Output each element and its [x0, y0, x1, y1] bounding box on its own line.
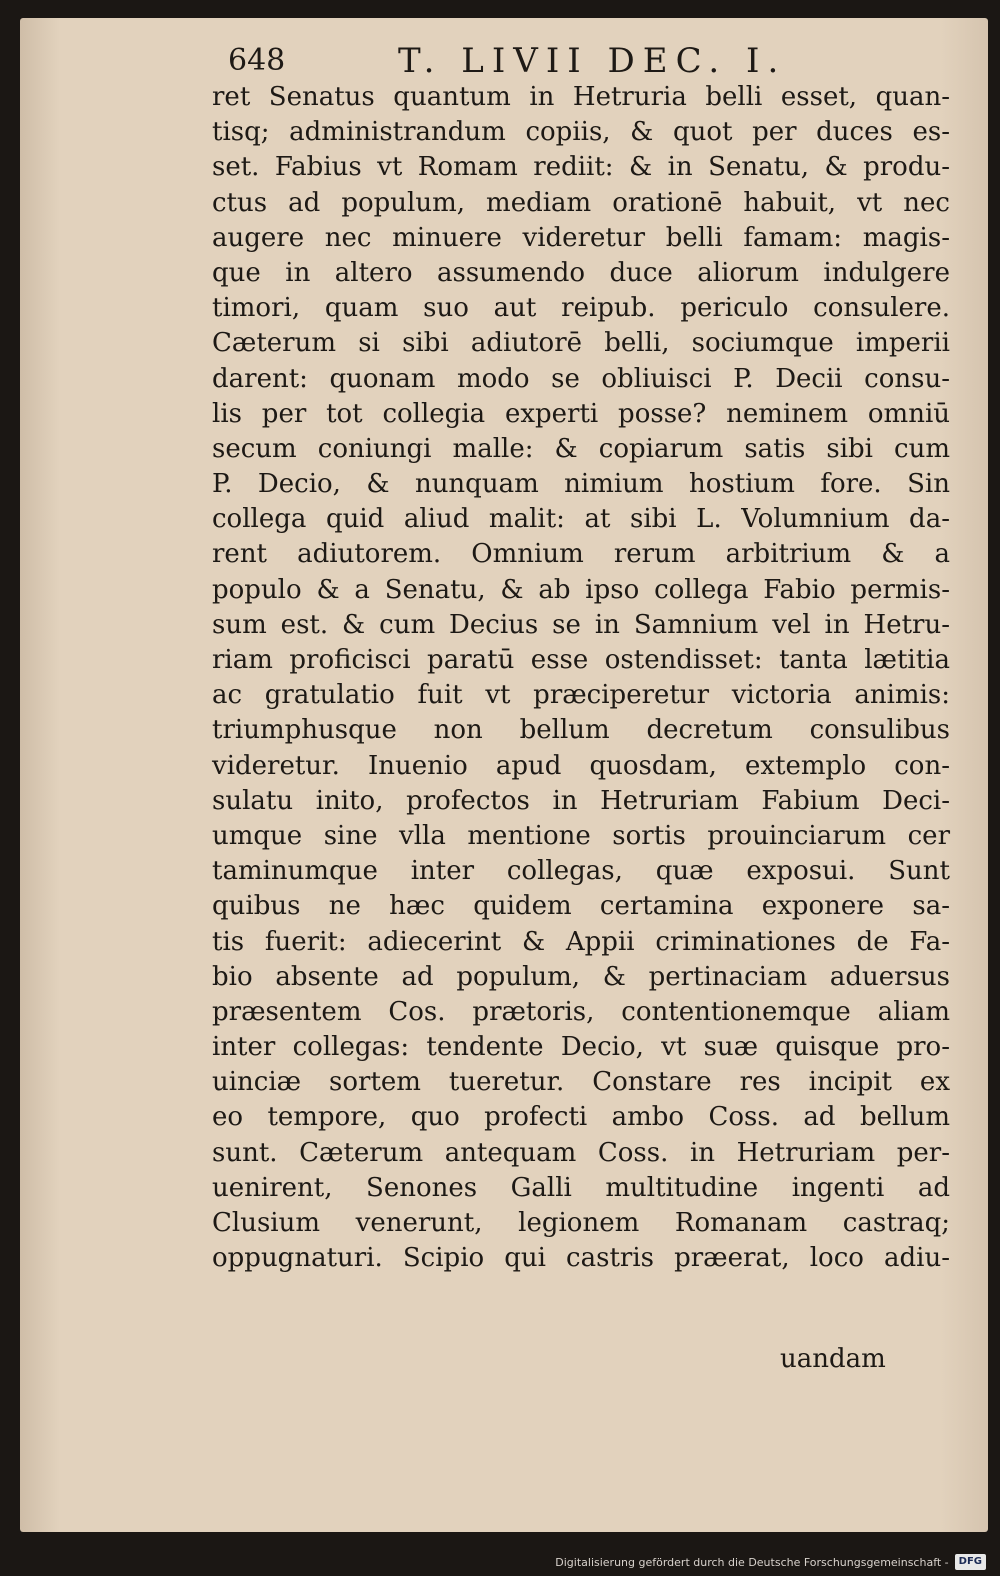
text-line: lis per tot collegia experti posse? neminem omniū	[212, 398, 950, 429]
text-line: oppugnaturi. Scipio qui castris præerat, loco adiu-	[212, 1243, 950, 1274]
text-line: quibus ne hæc quidem certamina exponere sa-	[212, 891, 950, 922]
text-line: bio absente ad populum, & pertinaciam aduersus	[212, 961, 950, 992]
body-text	[212, 80, 950, 1276]
text-line: tis fuerit: adiecerint & Appii criminationes de Fa-	[212, 926, 950, 957]
text-line: P. Decio, & nunquam nimium hostium fore. Sin	[212, 469, 950, 500]
text-line: ret Senatus quantum in Hetruria belli esset, quan-	[212, 82, 950, 112]
text-line: set. Fabius vt Romam rediit: & in Senatu, & produ-	[212, 152, 950, 183]
text-line: tisq; administrandum copiis, & quot per duces es-	[212, 117, 950, 148]
text-line: uenirent, Senones Galli multitudine ingenti ad	[212, 1172, 950, 1203]
text-line: inter collegas: tendente Decio, vt suæ quisque pro-	[212, 1032, 950, 1063]
text-line: secum coniungi malle: & copiarum satis sibi cum	[212, 433, 950, 464]
text-line: videretur. Inuenio apud quosdam, extemplo con-	[212, 750, 950, 781]
text-line: rent adiutorem. Omnium rerum arbitrium & a	[212, 539, 950, 570]
text-line: populo & a Senatu, & ab ipso collega Fabio permis-	[212, 574, 950, 605]
text-line: sum est. & cum Decius se in Samnium vel in Hetru-	[212, 609, 950, 640]
text-line: triumphusque non bellum decretum consulibus	[212, 715, 950, 746]
text-line: sulatu inito, profectos in Hetruriam Fabium Deci-	[212, 785, 950, 816]
dfg-logo: DFG	[955, 1554, 986, 1570]
text-line: que in altero assumendo duce aliorum indulgere	[212, 257, 950, 288]
text-line: augere nec minuere videretur belli famam: magis-	[212, 222, 950, 253]
footer-text: Digitalisierung gefördert durch die Deutsche Forschungsgemeinschaft -	[555, 1555, 949, 1569]
text-line: eo tempore, quo profecti ambo Coss. ad bellum	[212, 1102, 950, 1133]
text-line: sunt. Cæterum antequam Coss. in Hetruriam per-	[212, 1137, 950, 1168]
digitization-footer	[555, 1552, 986, 1572]
text-line: ctus ad populum, mediam orationē habuit, vt nec	[212, 187, 950, 218]
text-line: collega quid aliud malit: at sibi L. Volumnium da-	[212, 504, 950, 535]
page-header	[228, 36, 828, 86]
text-line: umque sine vlla mentione sortis prouinciarum cer	[212, 820, 950, 851]
text-line: riam proficisci paratū esse ostendisset: tanta lætitia	[212, 645, 950, 675]
text-line: ac gratulatio fuit vt præciperetur victoria animis:	[212, 680, 950, 711]
text-line: darent: quonam modo se obliuisci P. Decii consu-	[212, 363, 950, 394]
text-line: præsentem Cos. prætoris, contentionemque aliam	[212, 996, 950, 1027]
text-line: uinciæ sortem tueretur. Constare res incipit ex	[212, 1067, 950, 1098]
text-line: Clusium venerunt, legionem Romanam castraq;	[212, 1208, 950, 1238]
running-head: T. LIVII DEC. I.	[398, 41, 787, 81]
page-number: 648	[228, 43, 286, 78]
catchword: uandam	[780, 1344, 886, 1374]
text-line: timori, quam suo aut reipub. periculo consulere.	[212, 293, 950, 324]
text-line: Cæterum si sibi adiutorē belli, sociumque imperii	[212, 328, 950, 359]
text-line: taminumque inter collegas, quæ exposui. Sunt	[212, 856, 950, 887]
